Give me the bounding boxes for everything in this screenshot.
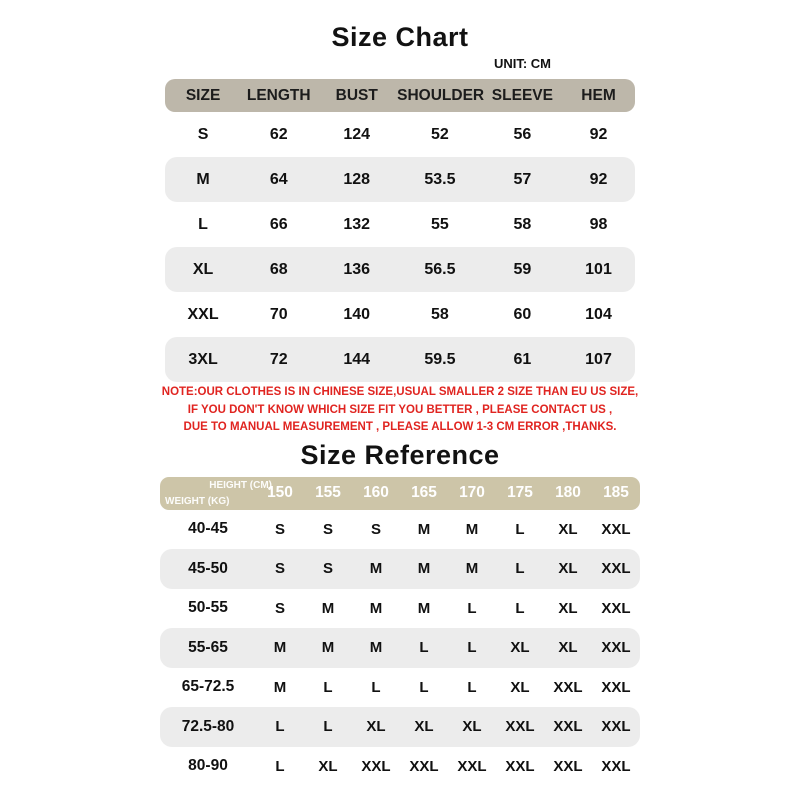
recommended-size-cell: XL (510, 678, 530, 696)
measurement-cell: 70 (269, 305, 288, 323)
recommended-size-cell: M (273, 678, 287, 696)
column-header-sleeve: SLEEVE (491, 86, 553, 104)
recommended-size-cell: XXL (409, 757, 439, 775)
measurement-cell: 98 (589, 215, 608, 233)
table-row (160, 549, 640, 589)
height-column-header-150: 150 (267, 484, 293, 501)
measurement-cell: 53.5 (424, 170, 456, 188)
recommended-size-cell: XXL (553, 757, 583, 775)
axis-corner-cell (160, 477, 272, 510)
recommended-size-cell: L (467, 639, 477, 657)
height-column-header-180: 180 (555, 484, 581, 501)
size-chart-body (165, 112, 635, 382)
recommended-size-cell: S (274, 560, 285, 578)
recommended-size-cell: M (417, 560, 431, 578)
recommended-size-cell: L (515, 599, 525, 617)
table-row (165, 337, 635, 382)
size-note (0, 384, 800, 437)
size-reference-table (160, 477, 640, 787)
measurement-cell: 107 (585, 350, 612, 368)
measurement-cell: 144 (343, 350, 371, 368)
measurement-cell: 61 (513, 350, 532, 368)
table-row (160, 668, 640, 708)
measurement-cell: 59 (513, 260, 532, 278)
recommended-size-cell: XXL (601, 639, 631, 657)
recommended-size-cell: L (323, 678, 333, 696)
size-chart-table (165, 79, 635, 382)
recommended-size-cell: XXL (601, 718, 631, 736)
recommended-size-cell: XL (414, 718, 434, 736)
table-row (160, 628, 640, 668)
recommended-size-cell: XL (558, 520, 578, 538)
size-chart-title: Size Chart (331, 22, 469, 52)
recommended-size-cell: L (515, 520, 525, 538)
recommended-size-cell: XL (510, 639, 530, 657)
recommended-size-cell: XL (558, 599, 578, 617)
recommended-size-cell: XL (318, 757, 338, 775)
recommended-size-cell: M (465, 520, 479, 538)
height-column-header-175: 175 (507, 484, 533, 501)
recommended-size-cell: XXL (505, 718, 535, 736)
height-column-header-170: 170 (459, 484, 485, 501)
measurement-cell: 56 (513, 125, 532, 143)
table-row (165, 112, 635, 157)
recommended-size-cell: M (321, 639, 335, 657)
table-row (165, 247, 635, 292)
recommended-size-cell: XL (366, 718, 386, 736)
column-header-bust: BUST (335, 86, 378, 104)
height-column-header-165: 165 (411, 484, 437, 501)
recommended-size-cell: M (465, 560, 479, 578)
column-header-size: SIZE (185, 86, 221, 104)
recommended-size-cell: L (275, 718, 285, 736)
recommended-size-cell: S (274, 599, 285, 617)
measurement-cell: 52 (431, 125, 449, 143)
weight-range-label: 50-55 (188, 599, 228, 617)
measurement-cell: 140 (343, 305, 371, 323)
measurement-cell: 64 (269, 170, 288, 188)
measurement-cell: 59.5 (424, 350, 456, 368)
size-label-cell: S (197, 125, 209, 143)
measurement-cell: 57 (513, 170, 532, 188)
measurement-cell: 60 (513, 305, 532, 323)
size-reference-title: Size Reference (300, 439, 500, 470)
recommended-size-cell: XXL (553, 718, 583, 736)
height-column-header-185: 185 (603, 484, 629, 501)
weight-range-label: 72.5-80 (181, 717, 235, 735)
column-header-hem: HEM (581, 86, 616, 104)
recommended-size-cell: XXL (601, 560, 631, 578)
recommended-size-cell: M (321, 599, 335, 617)
table-row (160, 510, 640, 550)
recommended-size-cell: XXL (361, 757, 391, 775)
note-line-2: IF YOU DON'T KNOW WHICH SIZE FIT YOU BETTER , PLEASE CONTACT US , (187, 403, 613, 416)
weight-axis-label: WEIGHT (KG) (165, 495, 230, 507)
measurement-cell: 104 (585, 305, 612, 323)
measurement-cell: 128 (343, 170, 371, 188)
measurement-cell: 132 (343, 215, 371, 233)
recommended-size-cell: M (369, 639, 383, 657)
recommended-size-cell: XXL (553, 678, 583, 696)
measurement-cell: 72 (269, 350, 288, 368)
recommended-size-cell: M (369, 599, 383, 617)
recommended-size-cell: M (417, 599, 431, 617)
weight-range-label: 45-50 (188, 559, 228, 577)
recommended-size-cell: S (322, 520, 333, 538)
recommended-size-cell: XXL (601, 520, 631, 538)
weight-range-label: 65-72.5 (181, 678, 235, 696)
height-column-header-160: 160 (363, 484, 389, 501)
recommended-size-cell: XXL (601, 757, 631, 775)
measurement-cell: 136 (343, 260, 371, 278)
recommended-size-cell: M (273, 639, 287, 657)
measurement-cell: 92 (589, 125, 608, 143)
recommended-size-cell: XXL (601, 599, 631, 617)
recommended-size-cell: L (515, 560, 525, 578)
recommended-size-cell: M (369, 560, 383, 578)
note-line-3: DUE TO MANUAL MEASUREMENT , PLEASE ALLOW 1-3 CM ERROR ,THANKS. (183, 421, 617, 433)
size-label-cell: XL (192, 260, 214, 278)
table-row (165, 157, 635, 202)
recommended-size-cell: L (275, 757, 285, 775)
column-header-shoulder: SHOULDER (397, 86, 485, 104)
table-row (160, 747, 640, 787)
measurement-cell: 124 (343, 125, 371, 143)
recommended-size-cell: L (467, 678, 477, 696)
measurement-cell: 66 (269, 215, 288, 233)
table-row (160, 589, 640, 629)
measurement-cell: 58 (513, 215, 532, 233)
measurement-cell: 92 (589, 170, 608, 188)
recommended-size-cell: XL (558, 639, 578, 657)
recommended-size-cell: XXL (505, 757, 535, 775)
weight-range-label: 55-65 (188, 638, 228, 656)
height-axis-label: HEIGHT (CM) (209, 479, 272, 491)
recommended-size-cell: L (419, 639, 429, 657)
size-reference-header-row (160, 477, 640, 510)
height-column-header-155: 155 (315, 484, 341, 501)
measurement-cell: 62 (269, 125, 288, 143)
measurement-cell: 56.5 (424, 260, 456, 278)
size-chart-header-row (165, 79, 635, 112)
measurement-cell: 55 (431, 215, 449, 233)
recommended-size-cell: L (371, 678, 381, 696)
recommended-size-cell: L (419, 678, 429, 696)
weight-range-label: 80-90 (188, 757, 228, 775)
recommended-size-cell: XL (462, 718, 482, 736)
recommended-size-cell: L (467, 599, 477, 617)
recommended-size-cell: M (417, 520, 431, 538)
recommended-size-cell: L (323, 718, 333, 736)
recommended-size-cell: S (322, 560, 333, 578)
column-header-length: LENGTH (246, 86, 311, 104)
recommended-size-cell: XXL (601, 678, 631, 696)
size-label-cell: 3XL (188, 350, 218, 368)
recommended-size-cell: S (274, 520, 285, 538)
size-label-cell: M (196, 170, 210, 188)
table-row (165, 202, 635, 247)
recommended-size-cell: XXL (457, 757, 487, 775)
size-reference-body (160, 510, 640, 787)
size-label-cell: XXL (187, 305, 219, 323)
measurement-cell: 68 (269, 260, 288, 278)
unit-label: UNIT: CM (493, 56, 551, 71)
measurement-cell: 101 (585, 260, 612, 278)
note-line-1: NOTE:OUR CLOTHES IS IN CHINESE SIZE,USUAL SMALLER 2 SIZE THAN EU US SIZE, (161, 386, 639, 398)
table-row (160, 707, 640, 747)
weight-range-label: 40-45 (188, 520, 228, 538)
measurement-cell: 58 (431, 305, 449, 323)
size-label-cell: L (198, 215, 208, 233)
recommended-size-cell: XL (558, 560, 578, 578)
table-row (165, 292, 635, 337)
recommended-size-cell: S (370, 520, 381, 538)
